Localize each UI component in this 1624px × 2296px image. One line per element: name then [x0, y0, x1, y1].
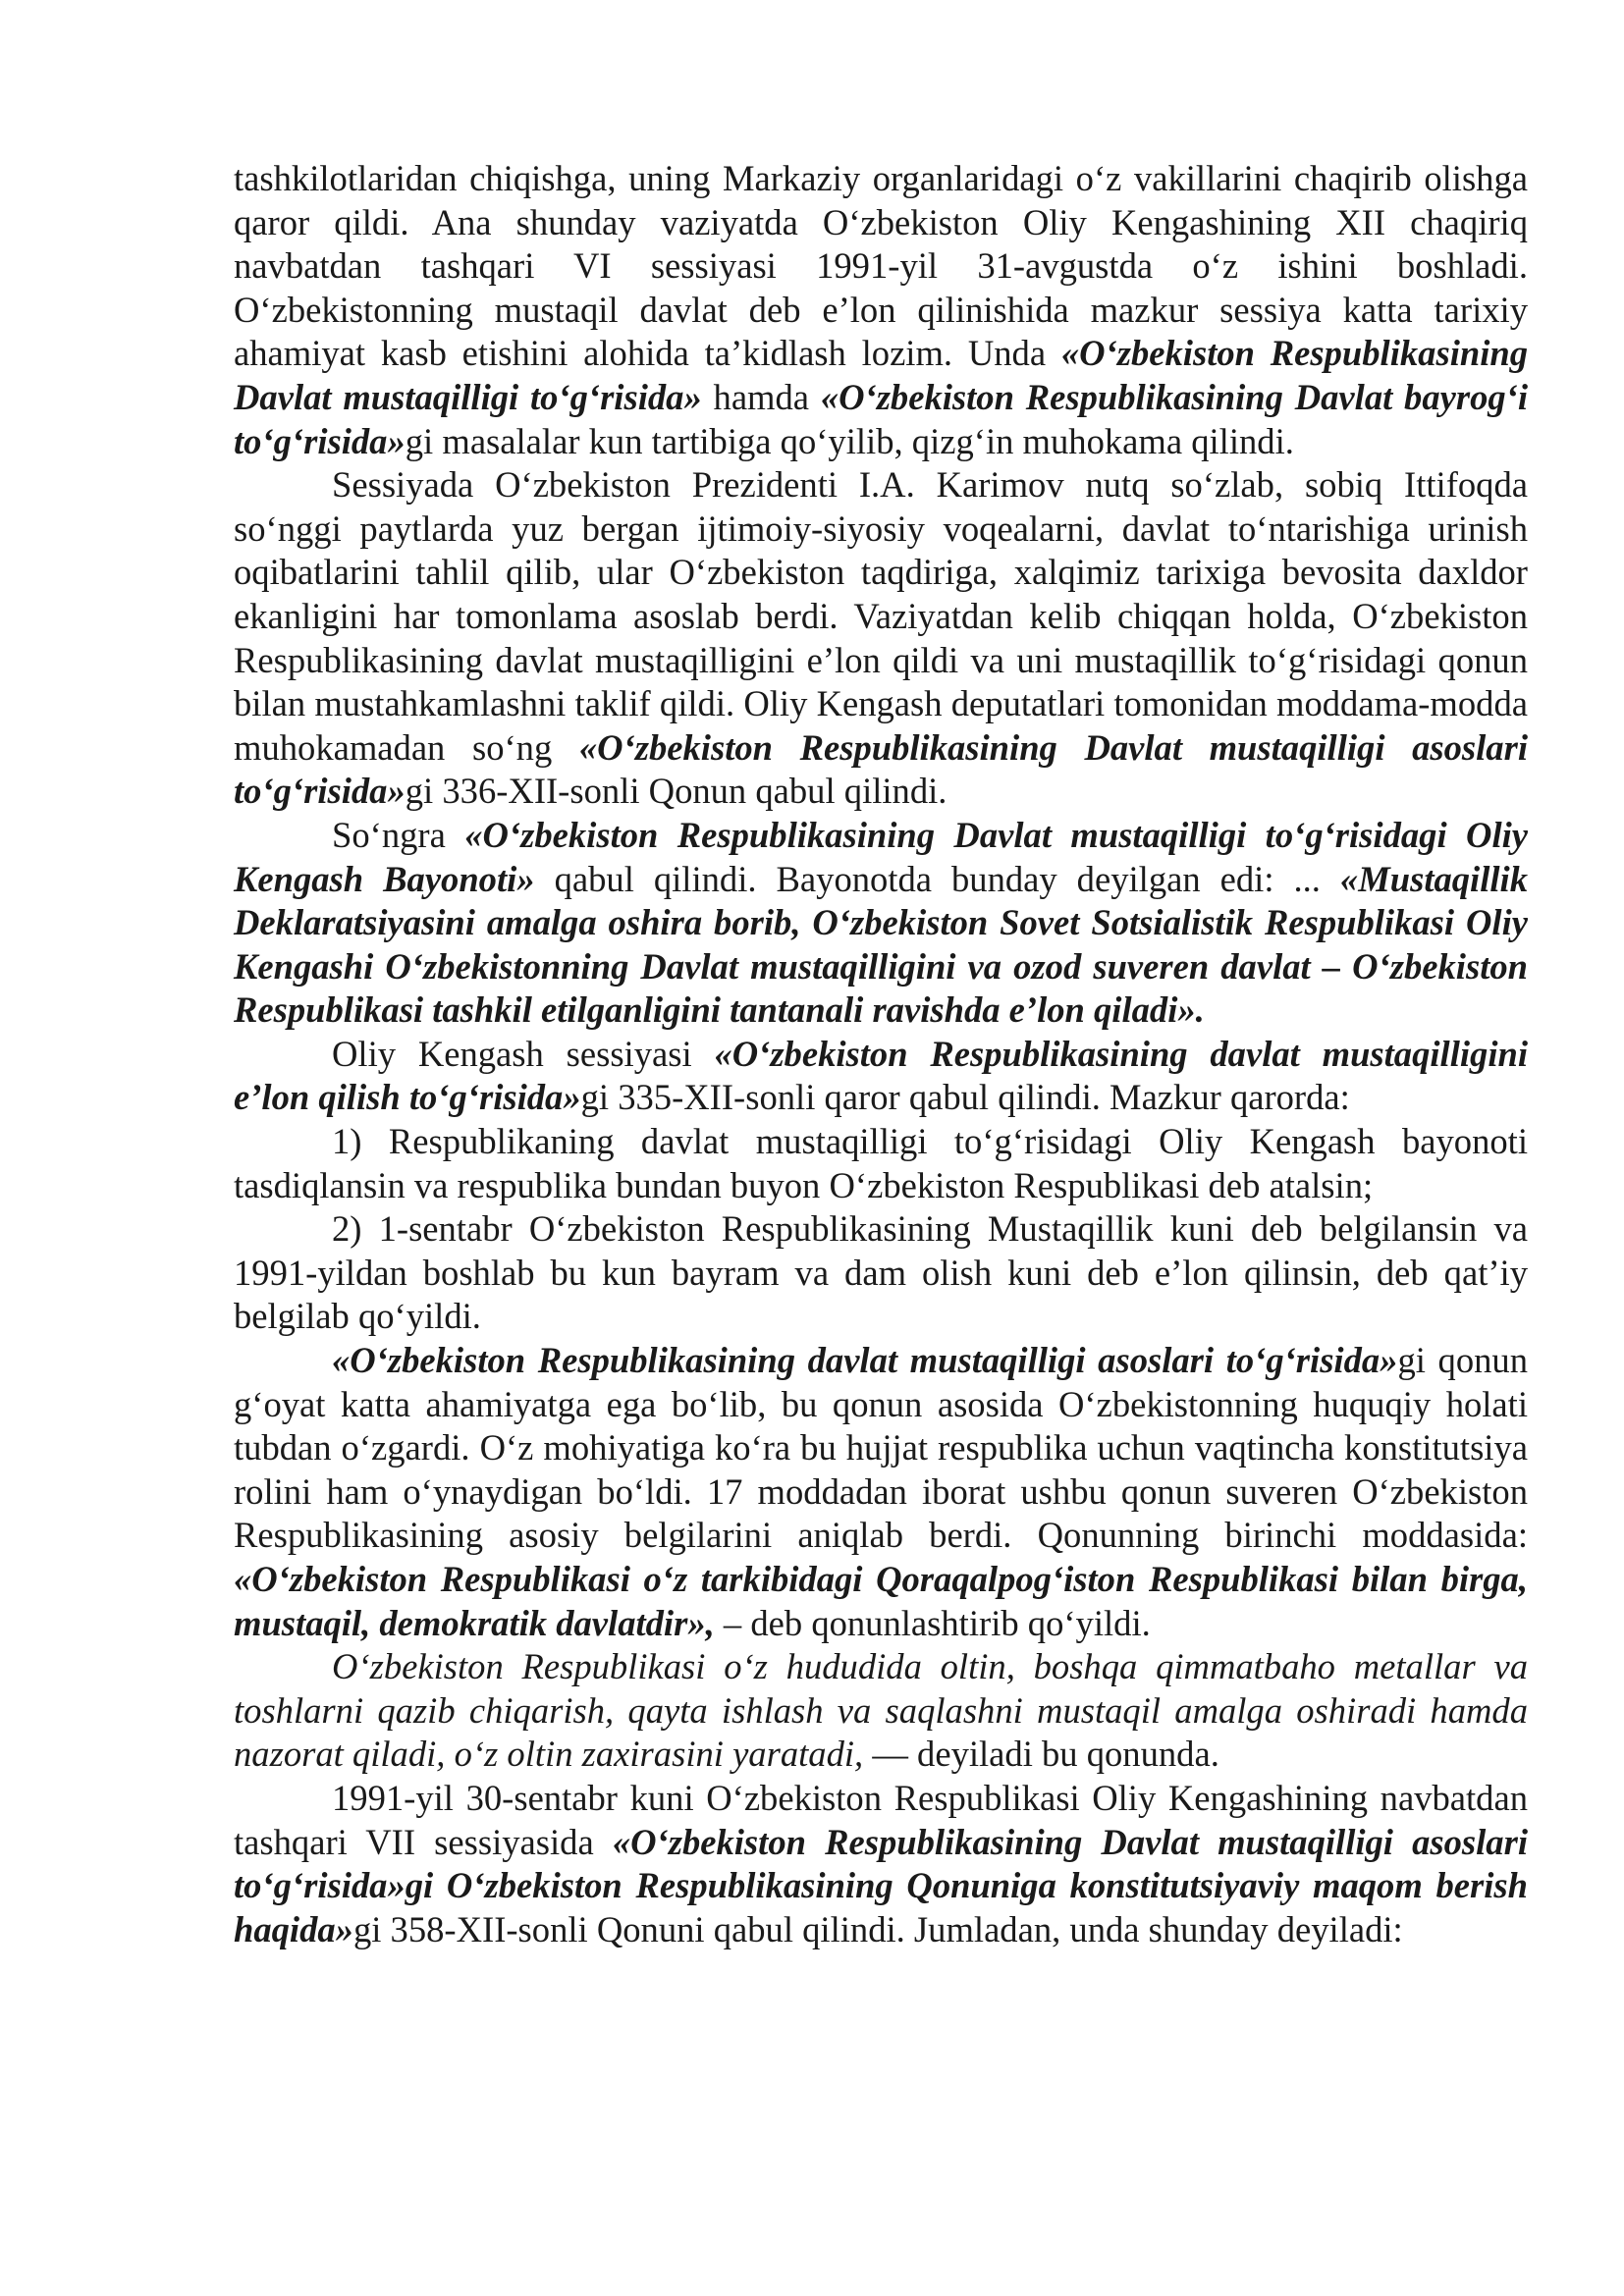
text-run: — deyiladi bu qonunda.	[863, 1734, 1219, 1775]
paragraph-1	[234, 157, 1528, 463]
paragraph-7	[234, 1777, 1528, 1951]
text-run: qabul qilindi. Bayonotda bunday deyilgan edi: ...	[534, 858, 1340, 899]
law-title-emphasis: «O‘zbekiston Respublikasining Davlat bayrog‘i to‘g‘risida»	[234, 376, 1529, 461]
law-title-emphasis: «O‘zbekiston Respublikasining Davlat mustaqilligi asoslari to‘g‘risida»	[234, 726, 1528, 812]
paragraph-5	[234, 1339, 1528, 1645]
text-run: Oliy Kengash sessiyasi	[332, 1033, 715, 1074]
law-title-emphasis: «O‘zbekiston Respublikasining davlat mustaqilligi asoslari to‘g‘risida»	[332, 1340, 1398, 1381]
text-run: Sessiyada O‘zbekiston Prezidenti I.A. Karimov nutq so‘zlab, sobiq Ittifoqda so‘nggi paytlarda yuz bergan ijtimoiy-siyosiy voqealarni, davlat to‘ntarishiga urinish oqibatlarini tahlil qilib, ular O‘zbekiston taqdiriga, xalqimiz tarixiga bevosita daxldor ekanligini har tomonlama asoslab berdi. Vaziyatdan kelib chiqqan holda, O‘zbekiston Respublikasining davlat mustaqilligini e’lon qildi va uni mustaqillik to‘g‘risidagi qonun bilan mustahkamlashni taklif qildi. Oliy Kengash deputatlari tomonidan moddama-modda muhokamadan so‘ng	[234, 464, 1528, 768]
italic-quotation: O‘zbekiston Respublikasi o‘z hududida oltin, boshqa qimmatbaho metallar va toshlarni qazib chiqarish, qayta ishlash va saqlashni mustaqil amalga oshiradi hamda nazorat qiladi, o‘z oltin zaxirasini yaratadi,	[234, 1646, 1528, 1775]
text-run: 1991-yil 30-sentabr kuni O‘zbekiston Respublikasi Oliy Kengashining navbatdan tashqari VII sessiyasida	[234, 1777, 1528, 1862]
law-title-emphasis: «O‘zbekiston Respublikasining Davlat mustaqilligi asoslari to‘g‘risida»gi O‘zbekiston Respublikasining Qonuniga konstitutsiyaviy maqom berish haqida»	[234, 1821, 1528, 1949]
text-run: 2) 1-sentabr O‘zbekiston Respublikasining Mustaqillik kuni deb belgilansin va 1991-yildan boshlab bu kun bayram va dam olish kuni deb e’lon qilinsin, deb qat’iy belgilab qo‘yildi.	[234, 1208, 1528, 1337]
text-run: 1) Respublikaning davlat mustaqilligi to‘g‘risidagi Oliy Kengash bayonoti tasdiqlansin va respublika bundan buyon O‘zbekiston Respublikasi deb atalsin;	[234, 1121, 1528, 1205]
text-run: – deb qonunlashtirib qo‘yildi.	[714, 1602, 1151, 1643]
text-run: gi 336-XII-sonli Qonun qabul qilindi.	[405, 771, 947, 812]
document-page	[234, 157, 1528, 1951]
list-item-2	[234, 1207, 1528, 1339]
text-run: hamda	[701, 376, 821, 417]
law-title-emphasis: «O‘zbekiston Respublikasining Davlat mustaqilligi to‘g‘risida»	[234, 333, 1528, 417]
paragraph-4	[234, 1033, 1528, 1120]
text-run: gi 335-XII-sonli qaror qabul qilindi. Mazkur qarorda:	[580, 1077, 1350, 1118]
paragraph-3	[234, 814, 1528, 1033]
law-title-emphasis: «O‘zbekiston Respublikasining davlat mustaqilligini e’lon qilish to‘g‘risida»	[234, 1033, 1528, 1118]
quotation-emphasis: «Mustaqillik Deklaratsiyasini amalga oshira borib, O‘zbekiston Sovet Sotsialistik Respublikasi Oliy Kengashi O‘zbekistonning Davlat mustaqilligini va ozod suveren davlat – O‘zbekiston Respublikasi tashkil etilganligini tantanali ravishda e’lon qiladi».	[234, 858, 1528, 1031]
quotation-emphasis: «O‘zbekiston Respublikasi o‘z tarkibidagi Qoraqalpog‘iston Respublikasi bilan birga, mustaqil, demokratik davlatdir»,	[234, 1559, 1528, 1643]
law-title-emphasis: «O‘zbekiston Respublikasining Davlat mustaqilligi to‘g‘risidagi Oliy Kengash Bayonoti»	[234, 814, 1529, 899]
text-run: gi 358-XII-sonli Qonuni qabul qilindi. Jumladan, unda shunday deyiladi:	[352, 1908, 1403, 1949]
paragraph-6	[234, 1645, 1528, 1777]
text-run: tashkilotlaridan chiqishga, uning Markaziy organlaridagi o‘z vakillarini chaqirib olishga qaror qildi. Ana shunday vaziyatda O‘zbekiston Oliy Kengashining XII chaqiriq navbatdan tashqari VI sessiyasi 1991-yil 31-avgustda o‘z ishini boshladi. O‘zbekistonning mustaqil davlat deb e’lon qilinishida mazkur sessiya katta tarixiy ahamiyat kasb etishini alohida ta’kidlash lozim. Unda	[234, 158, 1528, 374]
list-item-1	[234, 1120, 1528, 1207]
text-run: So‘ngra	[332, 814, 465, 855]
text-run: gi masalalar kun tartibiga qo‘yilib, qizg‘in muhokama qilindi.	[405, 420, 1294, 461]
paragraph-2	[234, 463, 1528, 814]
text-run: gi qonun g‘oyat katta ahamiyatga ega bo‘lib, bu qonun asosida O‘zbekistonning huquqiy holati tubdan o‘zgardi. O‘z mohiyatiga ko‘ra bu hujjat respublika uchun vaqtincha konstitutsiya rolini ham o‘ynaydigan bo‘ldi. 17 moddadan iborat ushbu qonun suveren O‘zbekiston Respublikasining asosiy belgilarini aniqlab berdi. Qonunning birinchi moddasida:	[234, 1340, 1528, 1556]
